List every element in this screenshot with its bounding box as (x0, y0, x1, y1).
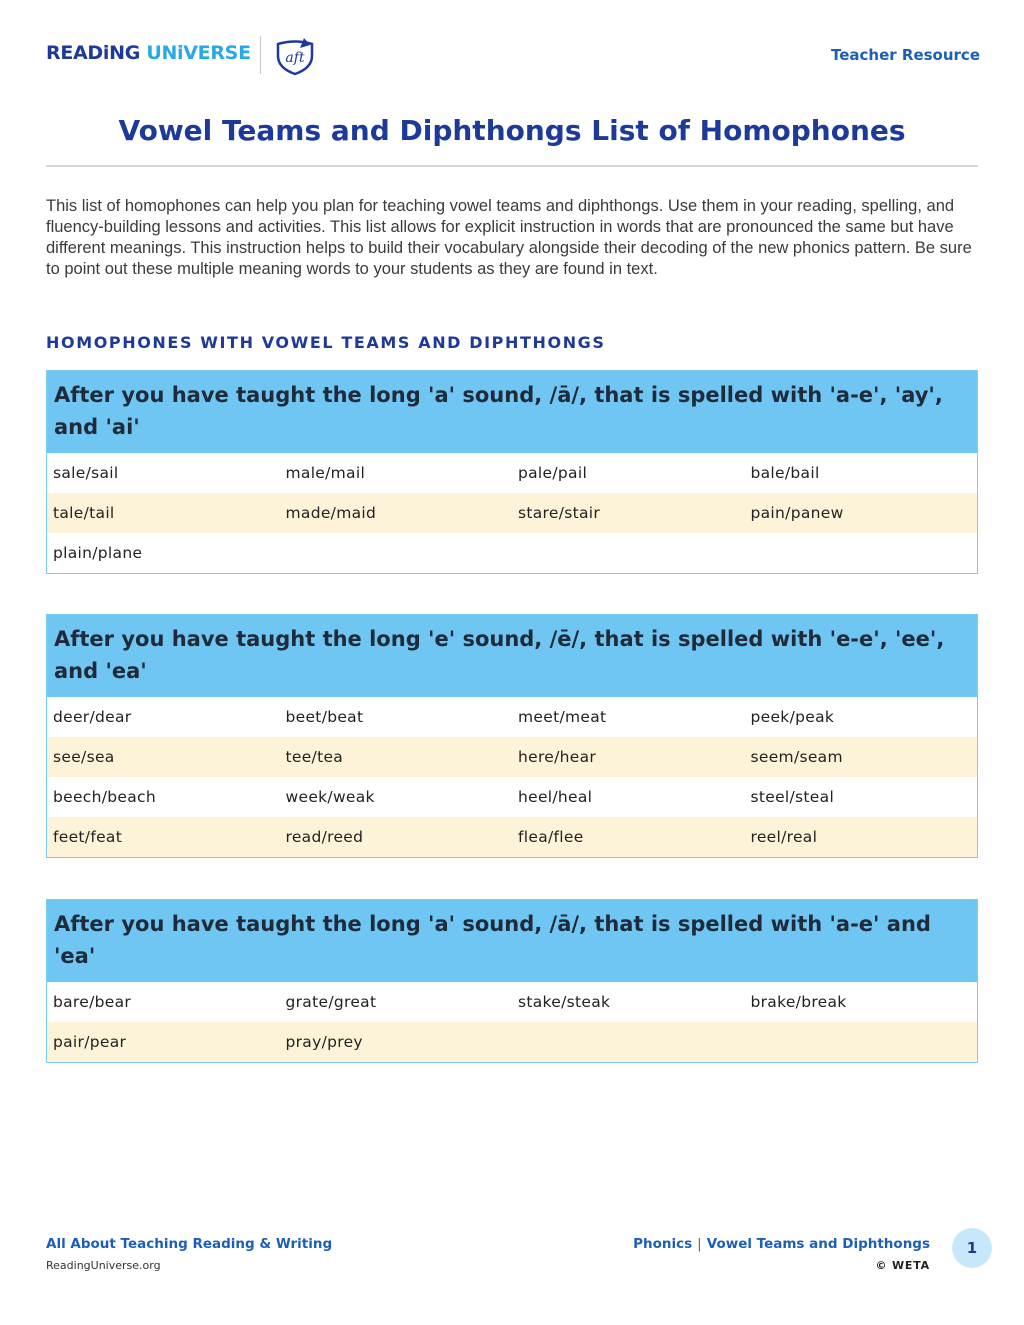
homophone-pair: read/reed (285, 828, 364, 846)
homophone-pair: beet/beat (285, 708, 364, 726)
page-number-badge: 1 (952, 1228, 992, 1268)
intro-paragraph: This list of homophones can help you plan for teaching vowel teams and diphthongs. Use them in your reading, spelling, and fluency-building lessons and activities. This list allows for explicit instruction in words that are pronounced the same but have different meanings. This instruction helps to build their vocabulary alongside their decoding of the new phonics pattern. Be sure to point out these multiple meaning words to your students as they are found in text. (46, 197, 972, 278)
homophone-pair: tale/tail (53, 504, 115, 522)
section-heading: HOMOPHONES WITH VOWEL TEAMS AND DIPHTHONGS (46, 333, 606, 352)
table-row (47, 737, 977, 777)
homophone-pair: stake/steak (518, 993, 611, 1011)
page-title: Vowel Teams and Diphthongs List of Homophones (118, 114, 906, 147)
table-row (47, 777, 977, 817)
homophone-pair: heel/heal (518, 788, 593, 806)
homophone-pair: meet/meat (518, 708, 607, 726)
footer-breadcrumb (633, 1236, 930, 1252)
group-heading: After you have taught the long 'e' sound, /ē/, that is spelled with 'e-e', 'ee', and 'ea' (47, 615, 977, 697)
table-row (47, 493, 977, 533)
footer-copyright: © WETA (875, 1259, 930, 1272)
homophone-pair: reel/real (750, 828, 818, 846)
logo-divider (260, 36, 261, 74)
homophone-pair: tee/tea (285, 748, 344, 766)
table-row (47, 697, 977, 737)
homophone-pair: week/weak (285, 788, 375, 806)
homophone-pair: stare/stair (518, 504, 601, 522)
page-header (46, 36, 980, 76)
table-row (47, 817, 977, 857)
logo-reading-word: READiNG (46, 42, 140, 64)
homophone-group-long-a-ea (46, 899, 978, 1063)
footer-series-title: All About Teaching Reading & Writing (46, 1236, 333, 1252)
homophone-pair: pair/pear (53, 1033, 127, 1051)
teacher-resource-label: Teacher Resource (831, 46, 980, 64)
logo-universe-word: UNiVERSE (146, 42, 251, 64)
footer-site-link[interactable]: ReadingUniverse.org (46, 1259, 161, 1272)
table-row (47, 1022, 977, 1062)
homophone-pair: sale/sail (53, 464, 119, 482)
homophone-pair: grate/great (285, 993, 377, 1011)
homophone-pair: bare/bear (53, 993, 132, 1011)
homophone-pair: beech/beach (53, 788, 156, 806)
homophone-pair: pale/pail (518, 464, 588, 482)
reading-universe-logo[interactable] (46, 42, 251, 64)
table-row (47, 982, 977, 1022)
homophone-group-long-a (46, 370, 978, 574)
homophone-pair: brake/break (750, 993, 847, 1011)
homophone-pair: feet/feat (53, 828, 123, 846)
table-row (47, 453, 977, 493)
homophone-pair: bale/bail (750, 464, 820, 482)
homophone-group-long-e (46, 614, 978, 858)
footer-topic: Vowel Teams and Diphthongs (706, 1236, 930, 1252)
aft-logo-text: aft (285, 50, 305, 66)
homophone-pair: male/mail (285, 464, 366, 482)
title-divider (46, 165, 978, 167)
homophone-pair: seem/seam (750, 748, 843, 766)
homophone-pair: deer/dear (53, 708, 132, 726)
footer-separator: | (697, 1236, 702, 1252)
homophone-pair: made/maid (285, 504, 377, 522)
homophone-pair: plain/plane (53, 544, 143, 562)
aft-logo-icon (274, 36, 316, 76)
footer-category: Phonics (633, 1236, 693, 1252)
homophone-pair: see/sea (53, 748, 115, 766)
homophone-pair: steel/steal (750, 788, 835, 806)
homophone-pair: pain/panew (750, 504, 844, 522)
group-heading: After you have taught the long 'a' sound, /ā/, that is spelled with 'a-e' and 'ea' (47, 900, 977, 982)
table-row (47, 533, 977, 573)
homophone-pair: peek/peak (750, 708, 835, 726)
homophone-pair: flea/flee (518, 828, 584, 846)
group-heading: After you have taught the long 'a' sound, /ā/, that is spelled with 'a-e', 'ay', and 'ai' (47, 371, 977, 453)
homophone-pair: here/hear (518, 748, 597, 766)
homophone-pair: pray/prey (285, 1033, 363, 1051)
